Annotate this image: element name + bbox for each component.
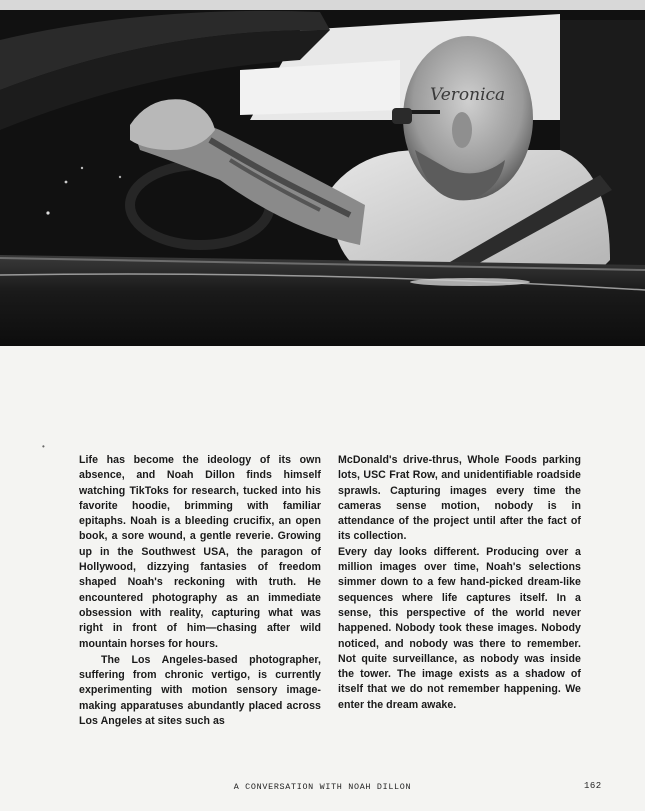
- page-number: 162: [584, 781, 602, 791]
- article-column-left: [79, 453, 321, 729]
- article-paragraph: Every day looks different. Producing over a million images over time, Noah's selections simmer down to a few hand-picked dream-like sequences where life captures itself. In a sense, this perspective of the world never happened. Nobody took these images. Nobody noticed, and nobody was there to remember. Not quite surveillance, as nobody was inside the tower. The image exists as a shadow of itself that we do not remember happening. We enter the dream awake.: [338, 545, 581, 711]
- running-footer-title: A CONVERSATION WITH NOAH DILLON: [233, 782, 412, 792]
- article-paragraph: The Los Angeles-based photographer, suffering from chronic vertigo, is currently experimenting with motion sensory image-making apparatuses abundantly placed across Los Angeles at sites such as: [79, 653, 321, 728]
- photo-car-driver: [0, 0, 645, 346]
- article-paragraph: Life has become the ideology of its own absence, and Noah Dillon finds himself watching TikToks for research, tucked into his favorite hoodie, brimming with familiar epitaphs. Noah is a bleeding crucifix, an open book, a sore wound, a gentle reverie. Growing up in the Southwest USA, the paragon of Hollywood, dizzying fantasies of freedom shaped Noah's reckoning with truth. He encountered photography as an immediate obsession with reality, capturing what was right in front of him—chasing after wild mountain horses for hours.: [79, 454, 321, 650]
- article-paragraph: McDonald's drive-thrus, Whole Foods parking lots, USC Frat Row, and unidentifiable roadside sprawls. Capturing images every time the cameras sense motion, nobody is in attendance of the project until after the fact of its collection.: [338, 454, 581, 543]
- photo-car-driver-icon: [0, 0, 645, 346]
- tattoo-text: Veronica: [430, 85, 506, 105]
- scan-speck: •: [42, 442, 45, 451]
- article-column-right: [338, 453, 581, 713]
